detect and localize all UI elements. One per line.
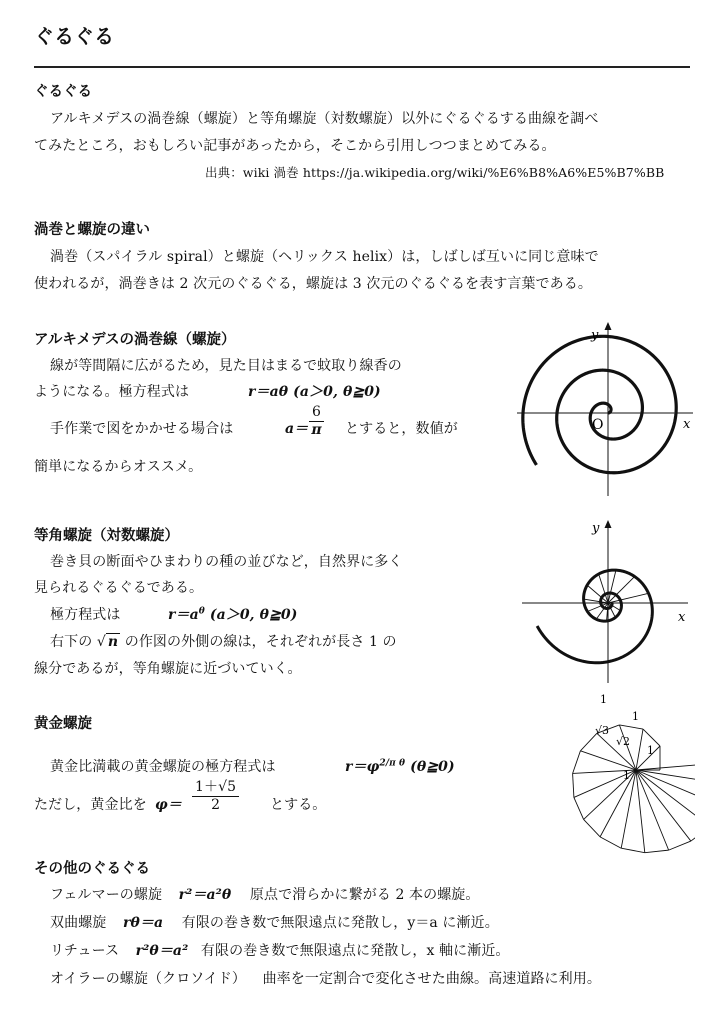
other-desc: 曲率を一定割合で変化させた曲線。高速道路に利用。: [262, 971, 601, 987]
archimedean-a-equals: a＝: [285, 421, 309, 437]
other-row-lituus: [50, 940, 510, 960]
other-row-hyperbolic: [50, 912, 499, 932]
other-equation: r²＝a²θ: [178, 887, 232, 903]
log-eq-base: r＝a: [168, 607, 199, 623]
logarithmic-spiral-figure: [520, 515, 695, 685]
section-heading-others: その他のぐるぐる: [34, 861, 150, 877]
archimedean-spiral-figure: [515, 318, 695, 498]
sqrt-spiral-ray: [600, 770, 636, 837]
archimedean-line-1: 線が等間隔に広がるため，見た目はまるで蚊取り線香の: [50, 358, 402, 374]
fraction-denominator: π: [311, 422, 322, 438]
log-construction-ray: [608, 570, 616, 603]
logarithmic-line-5: 線分であるが，等角螺旋に近づいていく。: [34, 661, 302, 677]
page-title: ぐるぐる: [34, 24, 114, 48]
sqrt-label-1c: 1: [647, 744, 654, 757]
logarithmic-line-1: 巻き貝の断面やひまわりの種の並びなど，自然界に多く: [50, 554, 403, 570]
other-row-euler: [50, 968, 601, 988]
sqrt-spiral-unit-segment: [584, 819, 600, 836]
difference-line-2: 使われるが，渦巻きは 2 次元のぐるぐる，螺旋は 3 次元のぐるぐるを表す言葉である。: [34, 276, 592, 292]
archimedean-line-3a: 手作業で図をかかせる場合は: [50, 421, 234, 437]
sqrt-spiral-ray: [636, 762, 695, 770]
difference-line-1: 渦巻（スパイラル spiral）と螺旋（ヘリックス helix）は，しばしば互いに同じ意味で: [50, 249, 599, 265]
other-name: 双曲螺旋: [50, 915, 107, 931]
archimedean-equation: r＝aθ (a＞0, θ≧0): [248, 384, 381, 400]
golden-equation: [345, 756, 455, 776]
other-name: フェルマーの螺旋: [50, 887, 163, 903]
logarithmic-line-3: 極方程式は: [50, 607, 121, 623]
sqrt-spiral-ray: [636, 770, 645, 853]
logarithmic-equation: [168, 604, 297, 624]
intro-line-2: てみたところ，おもしろい記事があったから，そこから引用しつつまとめてみる。: [34, 138, 556, 154]
sqrt-label-1b: 1: [632, 710, 639, 723]
sqrt-spiral-unit-segment: [573, 751, 581, 774]
sqrt-label-sqrt3: √3: [595, 724, 610, 737]
golden-line-2a: ただし，黄金比を: [34, 797, 147, 813]
sqrt-spiral-unit-segment: [691, 826, 695, 841]
log-sqrt-n: n: [107, 634, 119, 650]
other-desc: 有限の巻き数で無限遠点に発散し，y＝a に漸近。: [181, 915, 499, 931]
golden-phi-fraction: [188, 779, 243, 814]
sqrt-spiral-ray: [636, 770, 695, 826]
other-equation: r²θ＝a²: [135, 943, 189, 959]
phi-denominator: 2: [211, 797, 221, 813]
arch-x-label: x: [683, 417, 691, 432]
section-heading-difference: 渦巻と螺旋の違い: [34, 222, 150, 238]
sqrt-spiral-figure: [505, 690, 695, 890]
sqrt-spiral-ray: [636, 770, 695, 807]
fraction-numerator: 6: [309, 404, 324, 422]
sqrt-label-1a: 1: [600, 693, 607, 706]
sqrt-spiral-unit-segment: [619, 725, 643, 729]
title-divider: [34, 66, 690, 68]
log-line-4a: 右下の: [50, 634, 93, 650]
source-citation: 出典：wiki 渦巻 https://ja.wikipedia.org/wiki/%E6%B8%A6%E5%B7%BB: [205, 165, 665, 180]
log-eq-exponent: θ: [198, 606, 205, 617]
log-x-label: x: [678, 610, 686, 625]
sqrt-spiral-unit-segment: [645, 850, 669, 853]
other-desc: 有限の巻き数で無限遠点に発散し，x 軸に漸近。: [200, 943, 510, 959]
sqrt-spiral-unit-segment: [600, 837, 621, 848]
intro-line-1: アルキメデスの渦巻線（螺旋）と等角螺旋（対数螺旋）以外にぐるぐるする曲線を調べ: [50, 111, 599, 127]
arch-y-label: y: [591, 328, 599, 343]
section-heading-archimedean: アルキメデスの渦巻線（螺旋）: [34, 332, 236, 348]
sqrt-label-1d: 1: [623, 769, 630, 782]
logarithmic-line-4: 右下の √ n の作図の外側の線は，それぞれが長さ 1 の: [50, 634, 397, 650]
other-name: オイラーの螺旋（クロソイド）: [50, 971, 246, 987]
phi-numerator: 1＋√5: [192, 779, 239, 797]
log-line-4b: の作図の外側の線は，それぞれが長さ 1 の: [124, 634, 397, 650]
arch-origin-label: O: [592, 417, 604, 433]
golden-eq-base: r＝φ: [345, 759, 380, 775]
sqrt-spiral-unit-segment: [573, 773, 574, 797]
sqrt-label-sqrt2: √2: [616, 735, 631, 748]
sqrt-spiral-unit-segment: [574, 797, 584, 819]
sqrt-spiral-unit-segment: [669, 841, 691, 850]
sqrt-spiral-unit-segment: [621, 848, 645, 852]
golden-line-1: 黄金比満載の黄金螺旋の極方程式は: [50, 759, 276, 775]
section-heading-logarithmic: 等角螺旋（対数螺旋）: [34, 528, 179, 544]
sqrt-spiral-ray: [580, 751, 636, 770]
other-equation: rθ＝a: [122, 915, 164, 931]
section-heading-golden: 黄金螺旋: [34, 716, 92, 732]
archimedean-line-4: 簡単になるからオススメ。: [34, 459, 203, 475]
golden-phi-lhs: φ＝: [155, 797, 182, 813]
log-eq-conditions: (a＞0, θ≧0): [209, 607, 298, 623]
golden-line-2b: とする。: [270, 797, 327, 813]
archimedean-a-fraction: [305, 404, 328, 439]
golden-eq-exponent: 2/π θ: [379, 758, 406, 769]
archimedean-line-3b: とすると，数値が: [345, 421, 458, 437]
other-name: リチュース: [50, 943, 120, 959]
logarithmic-line-2: 見られるぐるぐるである。: [34, 580, 204, 596]
log-y-label: y: [592, 521, 600, 536]
other-desc: 原点で滑らかに繋がる 2 本の螺旋。: [249, 887, 480, 903]
section-heading-intro: ぐるぐる: [34, 84, 92, 100]
archimedean-line-2: ようになる。極方程式は: [34, 384, 190, 400]
other-row-fermat: [50, 884, 480, 904]
golden-eq-conditions: (θ≧0): [410, 759, 455, 775]
